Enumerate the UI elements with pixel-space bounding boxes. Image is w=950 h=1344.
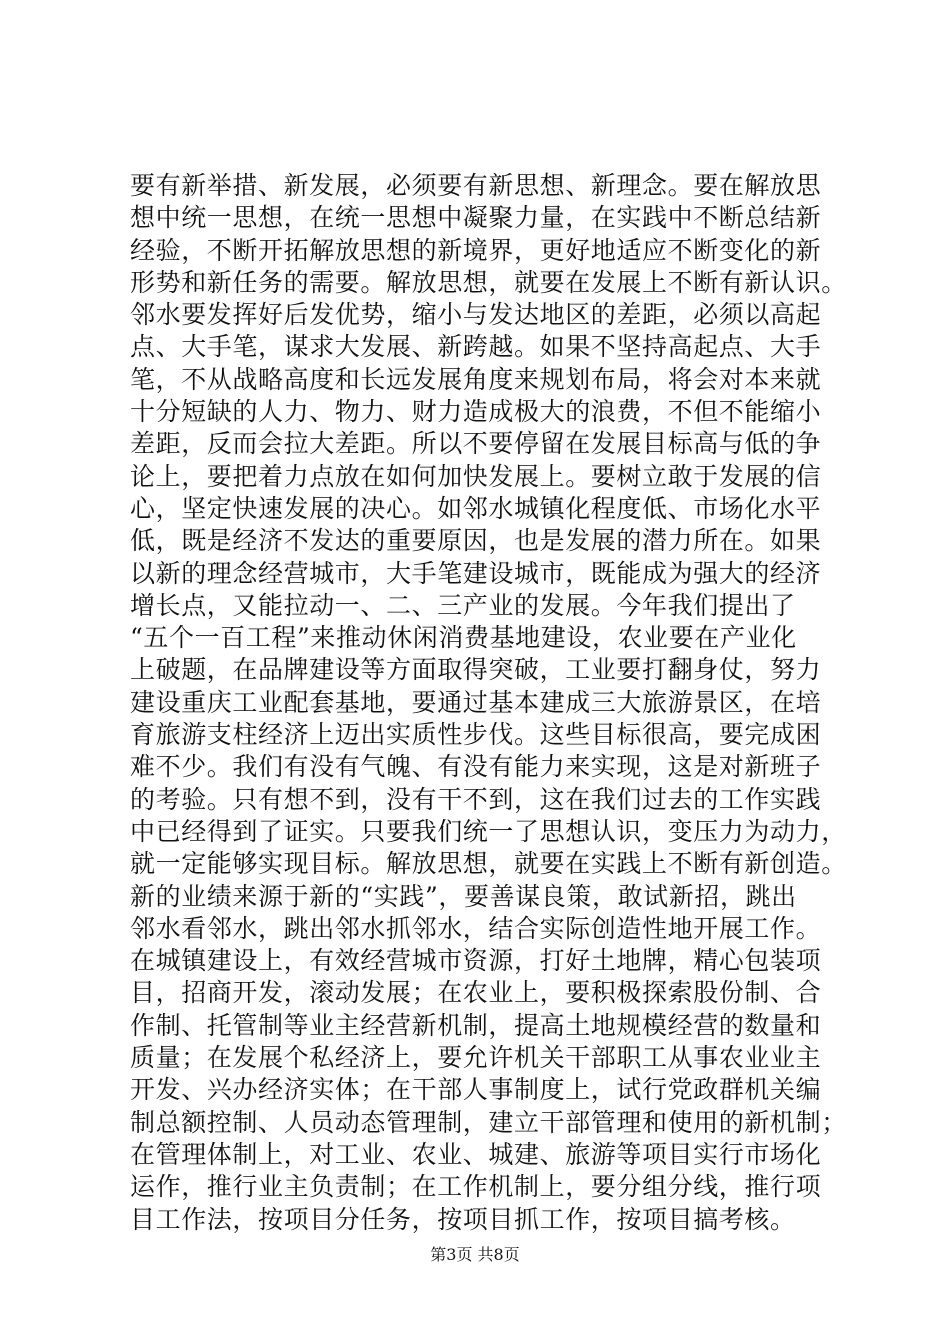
text-line: 点、大手笔，谋求大发展、新跨越。如果不坚持高起点、大手: [130, 332, 822, 362]
text-line: 笔，不从战略高度和长远发展角度来规划布局，将会对本来就: [130, 364, 822, 394]
text-line: 要有新举措、新发展，必须要有新思想、新理念。要在解放思: [130, 171, 822, 200]
text-line: 论上，要把着力点放在如何加快发展上。要树立敢于发展的信: [130, 461, 822, 491]
text-line: 作制、托管制等业主经营新机制，提高土地规模经营的数量和: [130, 1010, 822, 1040]
text-line: 建设重庆工业配套基地，要通过基本建成三大旅游景区，在培: [130, 687, 822, 717]
text-line: 在城镇建设上，有效经营城市资源，打好土地牌，精心包装项: [130, 946, 822, 976]
text-line: 目，招商开发，滚动发展；在农业上，要积极探索股份制、合: [130, 978, 822, 1008]
text-line: 目工作法，按项目分任务，按项目抓工作，按项目搞考核。: [130, 1204, 796, 1234]
text-line: 十分短缺的人力、物力、财力造成极大的浪费，不但不能缩小: [130, 397, 822, 427]
text-line: 育旅游支柱经济上迈出实质性步伐。这些目标很高，要完成困: [130, 720, 822, 750]
text-line: 邻水要发挥好后发优势，缩小与发达地区的差距，必须以高起: [130, 300, 822, 330]
text-line: 以新的理念经营城市，大手笔建设城市，既能成为强大的经济: [130, 558, 822, 588]
text-line: 的考验。只有想不到，没有干不到，这在我们过去的工作实践: [130, 784, 822, 814]
text-line: 上破题，在品牌建设等方面取得突破，工业要打翻身仗，努力: [130, 655, 822, 685]
text-line: 难不少。我们有没有气魄、有没有能力来实现，这是对新班子: [130, 752, 822, 782]
text-line: 就一定能够实现目标。解放思想，就要在实践上不断有新创造。: [130, 849, 847, 879]
text-line: 差距，反而会拉大差距。所以不要停留在发展目标高与低的争: [130, 429, 822, 459]
text-line: 增长点，又能拉动一、二、三产业的发展。今年我们提出了: [130, 590, 796, 620]
page-footer: 第3页 共8页: [430, 1245, 520, 1264]
text-line: 质量；在发展个私经济上，要允许机关干部职工从事农业业主: [130, 1043, 822, 1073]
text-line: 在管理体制上，对工业、农业、城建、旅游等项目实行市场化: [130, 1139, 822, 1169]
text-line: 中已经得到了证实。只要我们统一了思想认识，变压力为动力，: [130, 816, 847, 846]
body-text: [130, 170, 847, 1236]
text-line: 制总额控制、人员动态管理制，建立干部管理和使用的新机制；: [130, 1107, 847, 1137]
text-line: 低，既是经济不发达的重要原因，也是发展的潜力所在。如果: [130, 526, 822, 556]
text-line: 邻水看邻水，跳出邻水抓邻水，结合实际创造性地开展工作。: [130, 913, 822, 943]
text-line: 新的业绩来源于新的“实践”，要善谋良策，敢试新招，跳出: [130, 881, 797, 911]
text-line: 运作，推行业主负责制；在工作机制上，要分组分线，推行项: [130, 1172, 822, 1202]
text-line: 开发、兴办经济实体；在干部人事制度上，试行党政群机关编: [130, 1075, 822, 1105]
text-line: 形势和新任务的需要。解放思想，就要在发展上不断有新认识。: [130, 267, 847, 297]
text-line: 经验，不断开拓解放思想的新境界，更好地适应不断变化的新: [130, 235, 822, 265]
text-line: “五个一百工程”来推动休闲消费基地建设，农业要在产业化: [130, 623, 797, 653]
text-line: 想中统一思想，在统一思想中凝聚力量，在实践中不断总结新: [130, 203, 822, 233]
text-line: 心，坚定快速发展的决心。如邻水城镇化程度低、市场化水平: [130, 493, 822, 523]
